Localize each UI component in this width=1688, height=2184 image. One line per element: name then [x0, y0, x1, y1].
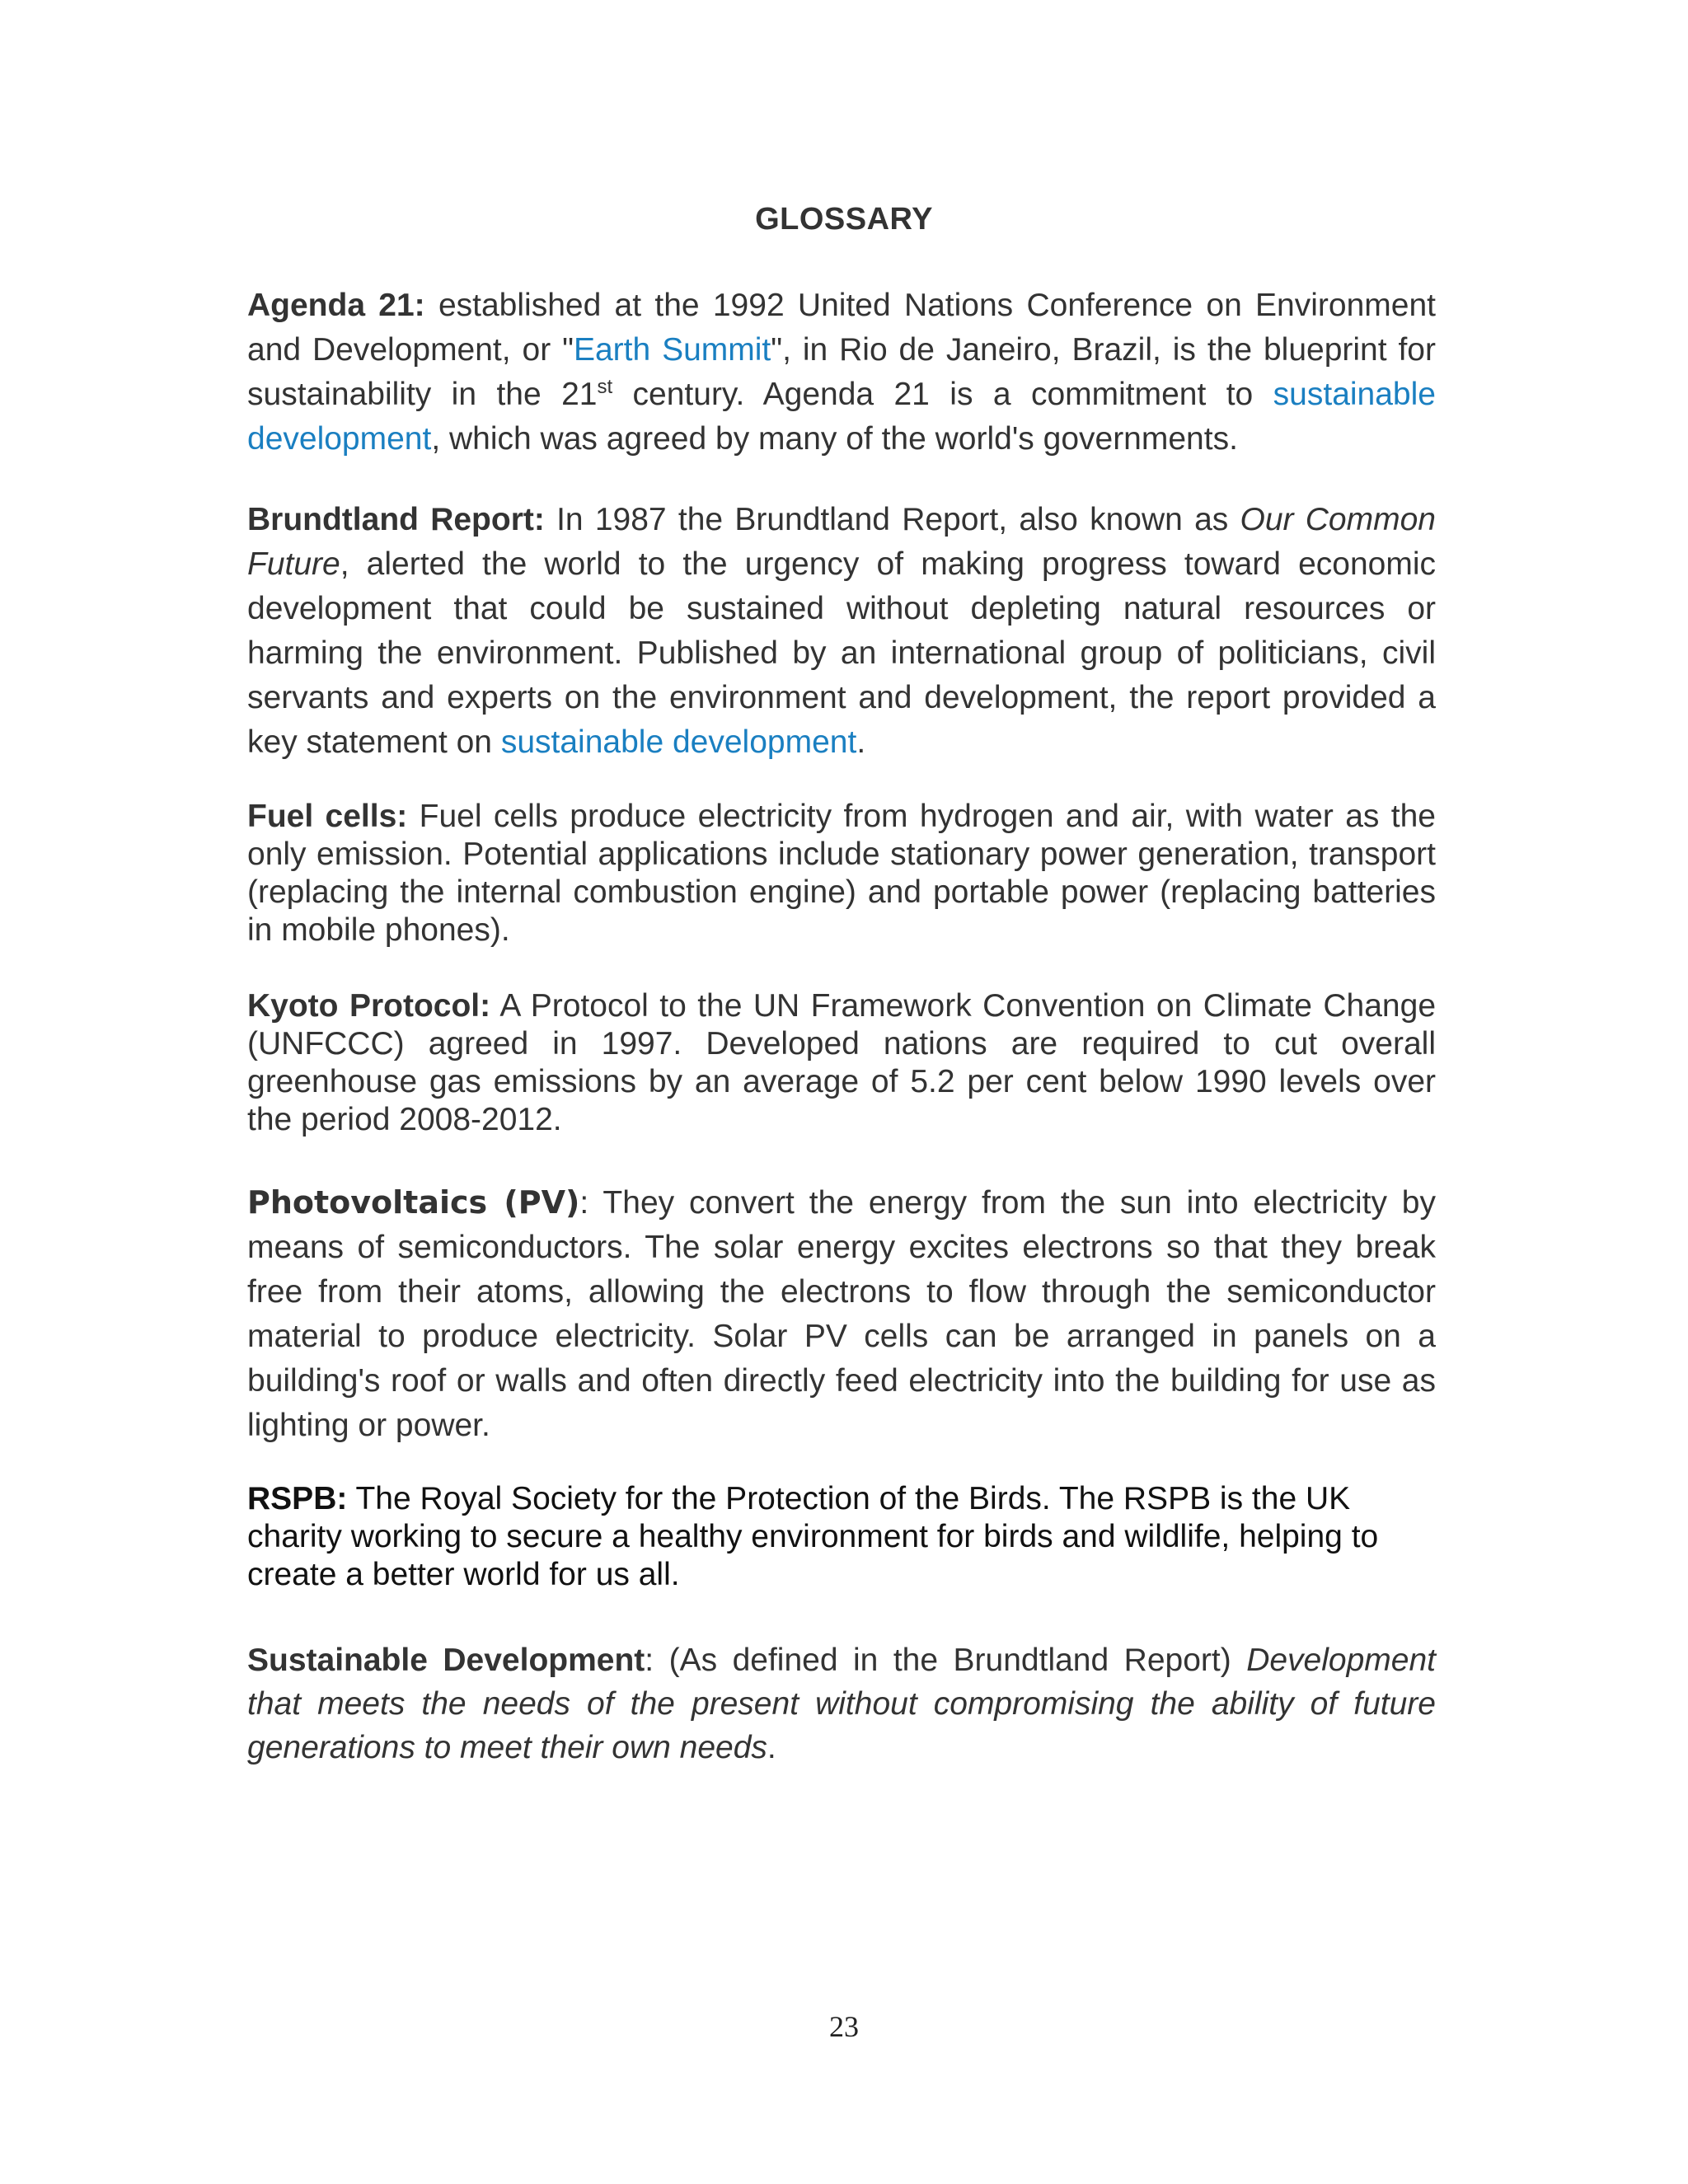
glossary-entry-fuel-cells [247, 798, 1436, 949]
term-brundtland: Brundtland Report: [247, 502, 545, 537]
italic-title: Our Common Future [247, 502, 1436, 582]
entry-text: In 1987 the Brundtland Report, also known as [544, 502, 1240, 537]
term-photovoltaics: Photovoltaics (PV) [247, 1184, 580, 1221]
link-sustainable-development[interactable]: sustainable development [247, 377, 1436, 457]
entry-text: , alerted the world to the urgency of making progress toward economic development that could be sustained without depleting natural resources or harming the environment. Published by an international group of politicians, civil servants and experts on the environment and development, the report provided a key statement on [247, 546, 1436, 760]
link-sustainable-development[interactable]: sustainable development [500, 724, 857, 760]
glossary-entry-rspb [247, 1480, 1436, 1594]
entry-text: ", in Rio de Janeiro, Brazil, is the blueprint for sustainability in the 21 [247, 332, 1436, 412]
glossary-entry-photovoltaics [247, 1180, 1436, 1448]
superscript-st: st [597, 376, 613, 398]
entry-text: . [767, 1730, 776, 1765]
term-kyoto: Kyoto Protocol: [247, 988, 491, 1024]
page-title: GLOSSARY [755, 202, 933, 237]
term-rspb: RSPB: [247, 1481, 348, 1516]
glossary-entry-sustainable-development [247, 1638, 1436, 1769]
glossary-entry-kyoto [247, 987, 1436, 1139]
entry-text: They convert the energy from the sun into electricity by means of semiconductors. The solar energy excites electrons so that they break free from their atoms, allowing the electrons to flow through the semiconductor material to produce electricity. Solar PV cells can be arranged in panels on a building's roof or walls and often directly feed electricity into the building for use as lighting or power. [247, 1185, 1436, 1443]
entry-text: The Royal Society for the Protection of the Birds. The RSPB is the UK charity working to secure a healthy environment for birds and wildlife, helping to create a better world for us all. [247, 1481, 1379, 1592]
term-agenda21: Agenda 21: [247, 288, 425, 323]
page-number: 23 [829, 2010, 859, 2043]
entry-text: established at the 1992 United Nations Conference on Environment and Development, or " [247, 288, 1436, 368]
link-earth-summit[interactable]: Earth Summit [573, 332, 771, 368]
term-sustainable-development: Sustainable Development [247, 1643, 645, 1678]
glossary-entry-agenda21 [247, 284, 1436, 462]
entry-text: A Protocol to the UN Framework Convention on Climate Change (UNFCCC) agreed in 1997. Developed nations are required to cut overall greenhouse gas emissions by an average of 5.2 per cent below 1990 levels over the period 2008-2012. [247, 988, 1437, 1137]
entry-text: century. Agenda 21 is a commitment to [612, 377, 1273, 412]
entry-text: , which was agreed by many of the world's governments. [431, 421, 1238, 457]
term-fuel-cells: Fuel cells: [247, 799, 408, 834]
entry-text: . [856, 724, 866, 760]
entry-text: Fuel cells produce electricity from hydrogen and air, with water as the only emission. Potential applications include stationary power generation, transport (replacing the internal combustion engine) and portable power (replacing batteries in mobile phones). [247, 799, 1437, 948]
entry-text: : (As defined in the Brundtland Report) [645, 1643, 1247, 1678]
glossary-entry-brundtland [247, 498, 1436, 765]
term-colon: : [579, 1185, 589, 1221]
italic-definition: Development that meets the needs of the present without compromising the ability of future generations to meet their own needs [247, 1643, 1436, 1765]
